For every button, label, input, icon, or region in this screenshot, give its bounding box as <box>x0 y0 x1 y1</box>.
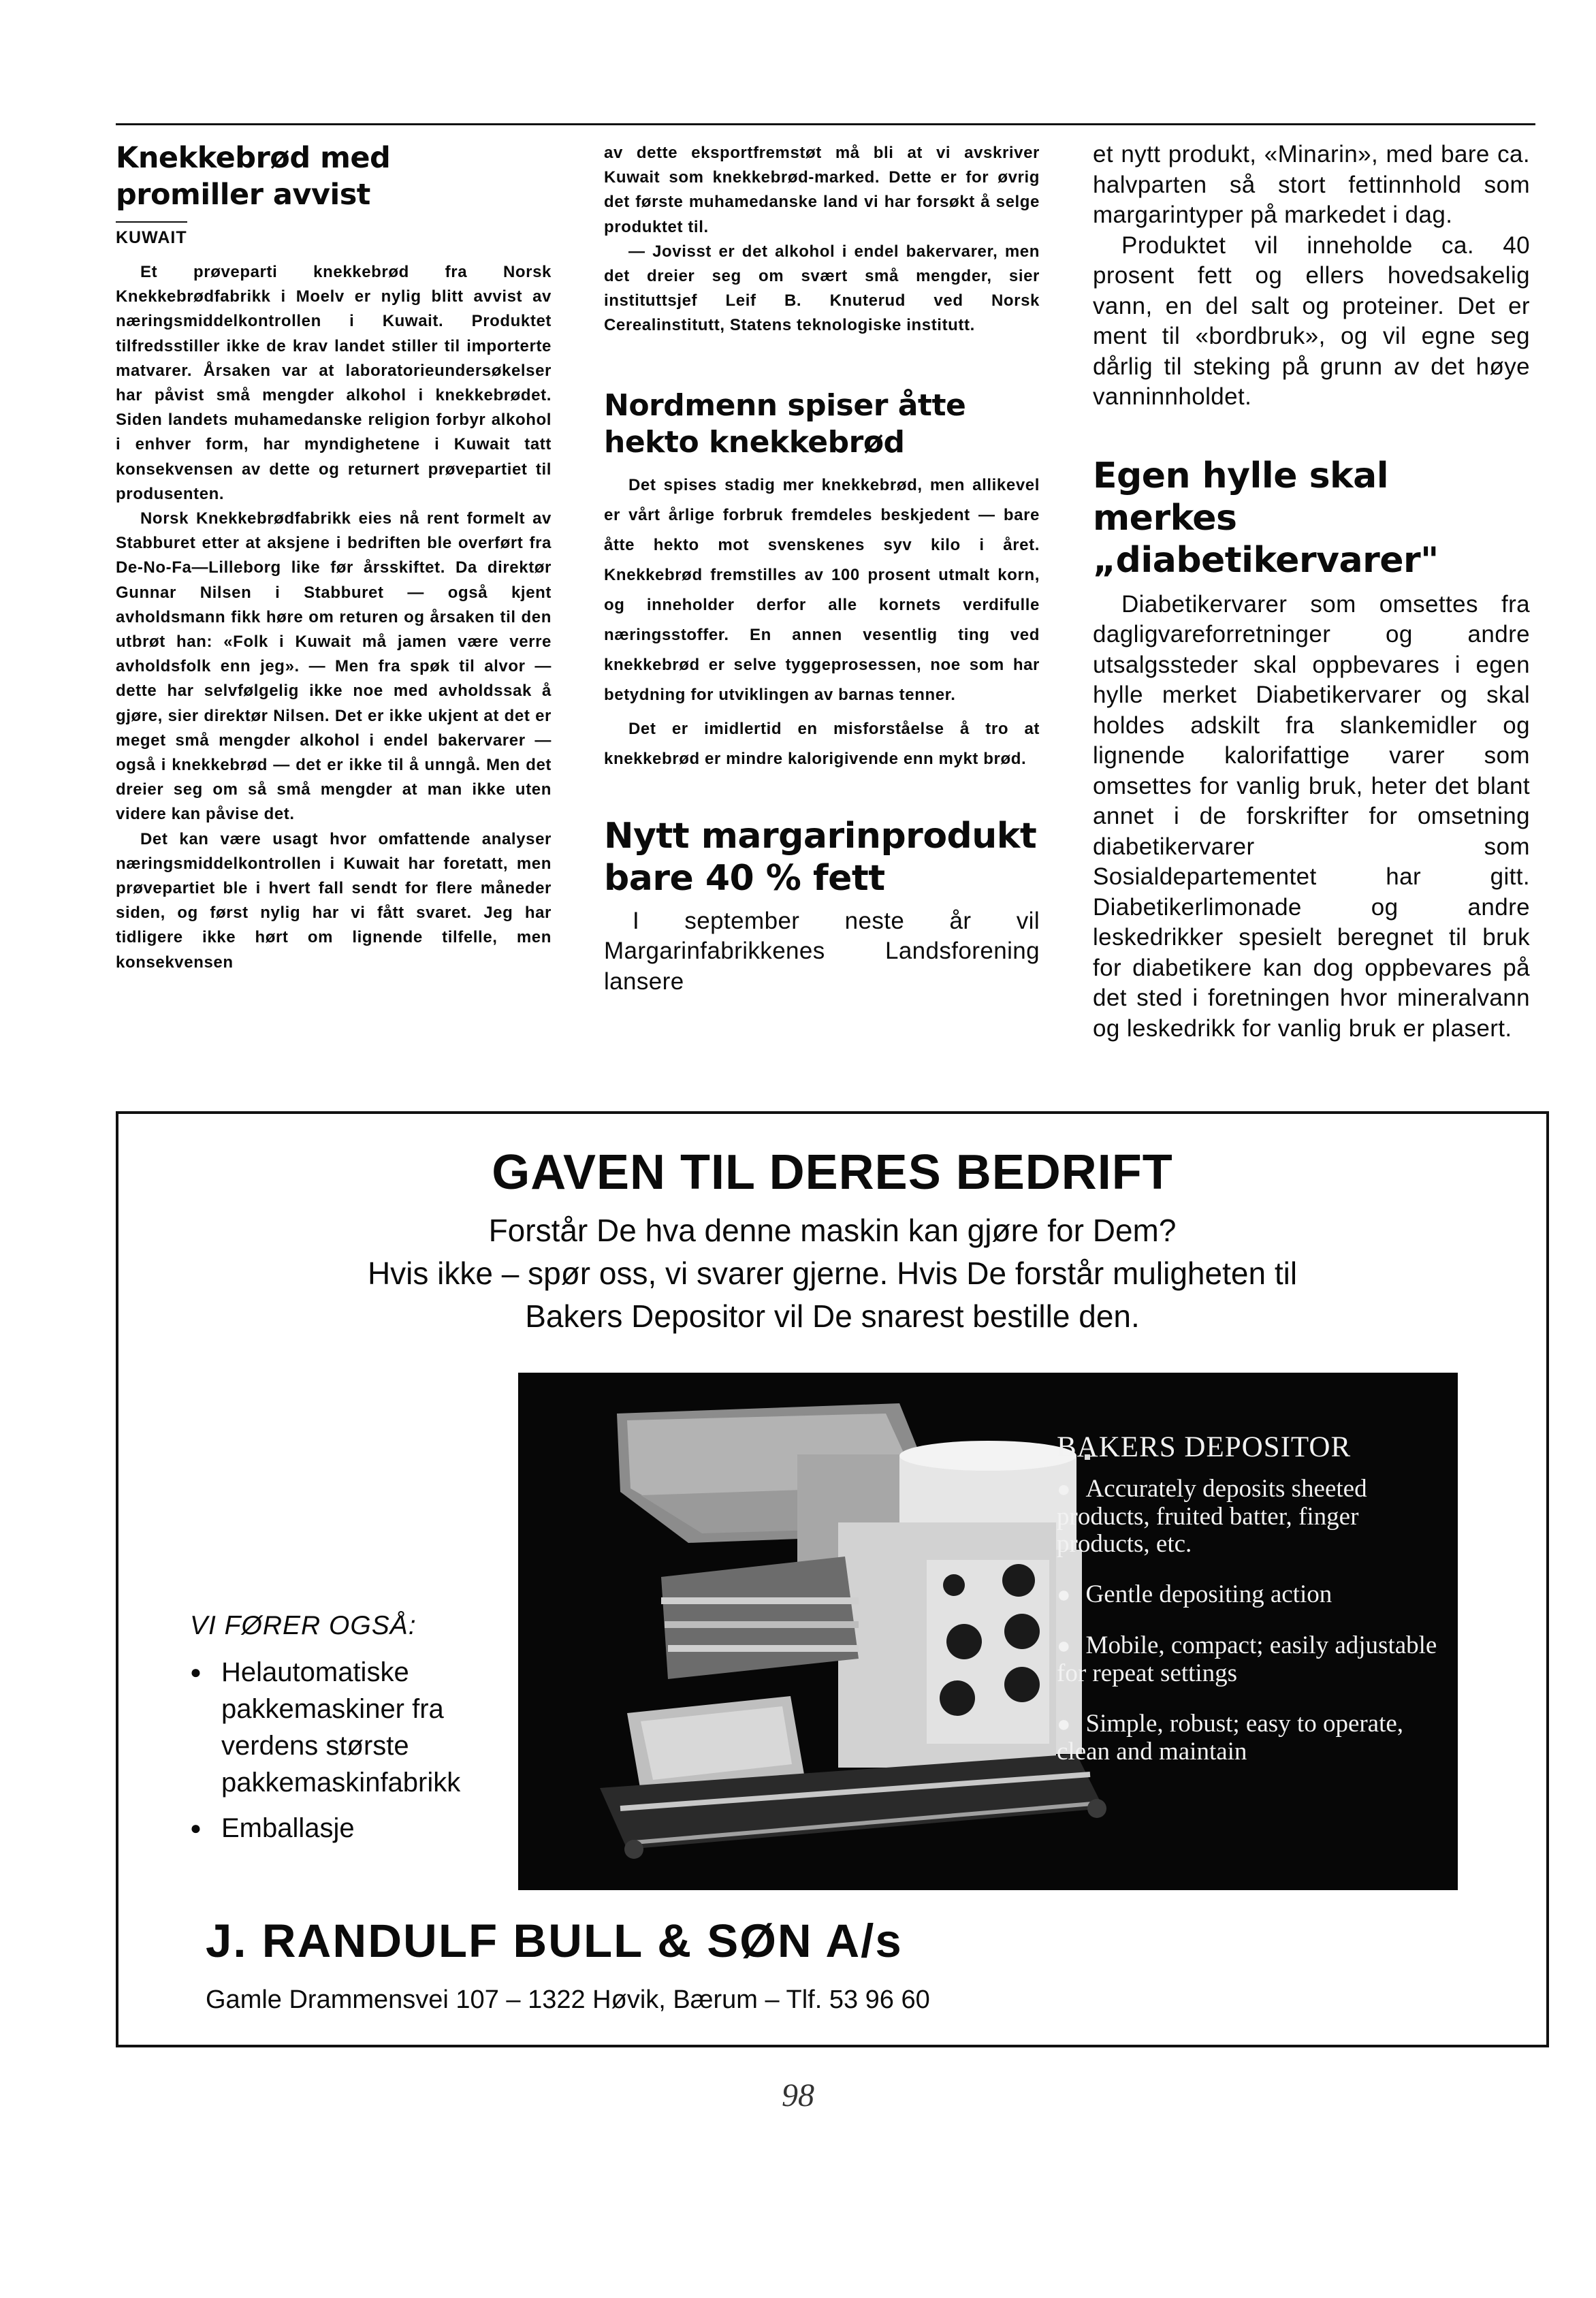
paragraph: Diabetikervarer som omsettes fra dagligvareforretninger og andre utsalgssteder skal oppbevares i egen hylle merket Diabetikervarer og skal holdes adskilt fra slankemidler og lignende kalorifattige varer som omsettes for vanlig bruk, heter det blant annet i de forskrifter for omsetning diabetikervarer som Sosialdepartementet har gitt. Diabetikerlimonade og andre leskedrikker spesielt beregnet til bruk for diabetikere kan dog oppbevares på det sted i foretningen hvor mineralvann og leskedrikk for vanlig bruk er plasert. <box>1093 590 1530 1042</box>
article-body <box>116 260 552 975</box>
company-name: J. RANDULF BULL & SØN A/s <box>206 1915 903 1967</box>
article-title: Knekkebrød med promiller avvist <box>116 141 391 212</box>
article-body <box>604 470 1040 774</box>
list-item: ● Helautomatiske pakkemaskiner fra verdens største pakkemaskinfabrikk <box>190 1654 480 1801</box>
column-2 <box>604 140 1040 997</box>
paragraph: av dette eksportfremstøt må bli at vi avskriver Kuwait som knekkebrød-marked. Dette er for øvrig det første muhamedanske land vi har forsøkt å selge produktet til. <box>604 144 1040 236</box>
top-rule <box>116 123 1535 125</box>
feature-item: ● Accurately deposits sheeted products, fruited batter, finger products, etc. <box>1057 1475 1438 1558</box>
paragraph: — Jovisst er det alkohol i endel bakervarer, men det dreier seg om svært små mengder, sier instituttsjef Leif B. Knuterud ved Norsk Cerealinstitutt, Statens teknologiske institutt. <box>604 242 1040 335</box>
company-address: Gamle Drammensvei 107 – 1322 Høvik, Bærum – Tlf. 53 96 60 <box>206 1985 930 2014</box>
article-knekkebrod <box>116 140 552 975</box>
paragraph: Produktet vil inneholde ca. 40 prosent fett og ellers hovedsakelig vann, en del salt og proteiner. Det er ment til «bordbruk», og vil egne seg dårlig til steking på grunn av det høye vanninnholdet. <box>1093 232 1530 410</box>
article-title: Nytt margarinprodukt bare 40 % fett <box>604 815 1037 899</box>
article-title: Egen hylle skal merkes „diabetikervarer" <box>1093 455 1439 581</box>
article-title: Nordmenn spiser åtte hekto knekkebrød <box>604 387 966 460</box>
article-margarin <box>604 815 1040 998</box>
article-body <box>1093 590 1530 1044</box>
article-nordmenn <box>604 387 1040 774</box>
feature-item: ● Simple, robust; easy to operate, clean and maintain <box>1057 1710 1438 1766</box>
feature-item: ● Gentle depositing action <box>1057 1581 1438 1609</box>
advertisement <box>116 1111 1549 2047</box>
paragraph: Det er imidlertid en misforståelse å tro at knekkebrød er mindre kalorigivende enn mykt brød. <box>604 719 1040 768</box>
page-number: 98 <box>782 2077 814 2113</box>
paragraph: I september neste år vil Margarinfabrikkenes Landsforening lansere <box>604 907 1040 995</box>
article-body <box>604 906 1040 998</box>
depositor-title: BAKERS DEPOSITOR <box>1057 1431 1352 1463</box>
ad-title: GAVEN TIL DERES BEDRIFT <box>492 1145 1173 1200</box>
column-3 <box>1093 140 1530 1044</box>
also-title: VI FØRER OGSÅ: <box>190 1611 417 1640</box>
feature-item: ● Mobile, compact; easily adjustable for repeat settings <box>1057 1632 1438 1687</box>
paragraph: Det kan være usagt hvor omfattende analyser næringsmiddelkontrollen i Kuwait har foretatt, men prøvepartiet ble i hvert fall sendt for flere måneder siden, og først nylig har vi fått svaret. Jeg har tidligere ikke hørt om lignende tilfelle, men konsekvensen <box>116 829 552 972</box>
paragraph: Det spises stadig mer knekkebrød, men allikevel er vårt årlige forbruk fremdeles beskjedent — bare åtte hekto mot svenskenes syv kilo i året. Knekkebrød fremstilles av 100 prosent utmalt korn, og inneholder derfor alle kornets verdifulle næringsstoffer. En annen vesentlig ting ved knekkebrød er selve tyggeprosessen, noe som har betydning for utviklingen av barnas tenner. <box>604 475 1040 704</box>
article-continuation <box>1093 140 1530 413</box>
paragraph: et nytt produkt, «Minarin», med bare ca. halvparten så stort fettinnhold som margarintyper på markedet i dag. <box>1093 141 1530 228</box>
paragraph: Norsk Knekkebrødfabrikk eies nå rent formelt av Stabburet etter at aksjene i bedriften ble overført fra De-No-Fa—Lilleborg like før årsskiftet. Da direktør Gunnar Nilsen i Stabburet — også kjent avholdsmann fikk høre om returen og årsaken til den utbrøt han: «Folk i Kuwait må jamen være verre avholdsfolk enn jeg». — Men fra spøk til alvor — dette har selvfølgelig ikke noe med avholdssak å gjøre, sier direktør Nilsen. Det er ikke ukjent at det er meget små mengder alkohol i endel bakervarer — også i knekkebrød — det er ikke til å unngå. Men det dreier seg om så små mengder at man ikke uten videre kan påvise det. <box>116 509 552 824</box>
ad-lead: Forstår De hva denne maskin kan gjøre for Dem? Hvis ikke – spør oss, vi svarer gjerne. Hvis De forstår muligheten til Bakers Depositor vil De snarest bestille den. <box>367 1213 1298 1334</box>
column-1 <box>116 140 552 975</box>
article-diabetikervarer <box>1093 455 1530 1044</box>
paragraph: Et prøveparti knekkebrød fra Norsk Knekkebrødfabrikk i Moelv er nylig blitt avvist av næringsmiddelkontrollen i Kuwait. Produktet tilfredsstiller ikke de krav landet stiller til importerte matvarer. Årsaken var at laboratorieundersøkelser har påvist små mengder alkohol i knekkebrødet. Siden landets muhamedanske religion forbyr alkohol i enhver form, har myndighetene i Kuwait tatt konsekvensen av dette og returnert prøvepartiet til produsenten. <box>116 263 552 503</box>
article-continuation <box>604 141 1040 338</box>
kicker-label: KUWAIT <box>116 221 187 248</box>
also-list <box>190 1654 480 1855</box>
list-item: ● Emballasje <box>190 1810 480 1847</box>
depositor-feature-box <box>1057 1431 1438 1789</box>
